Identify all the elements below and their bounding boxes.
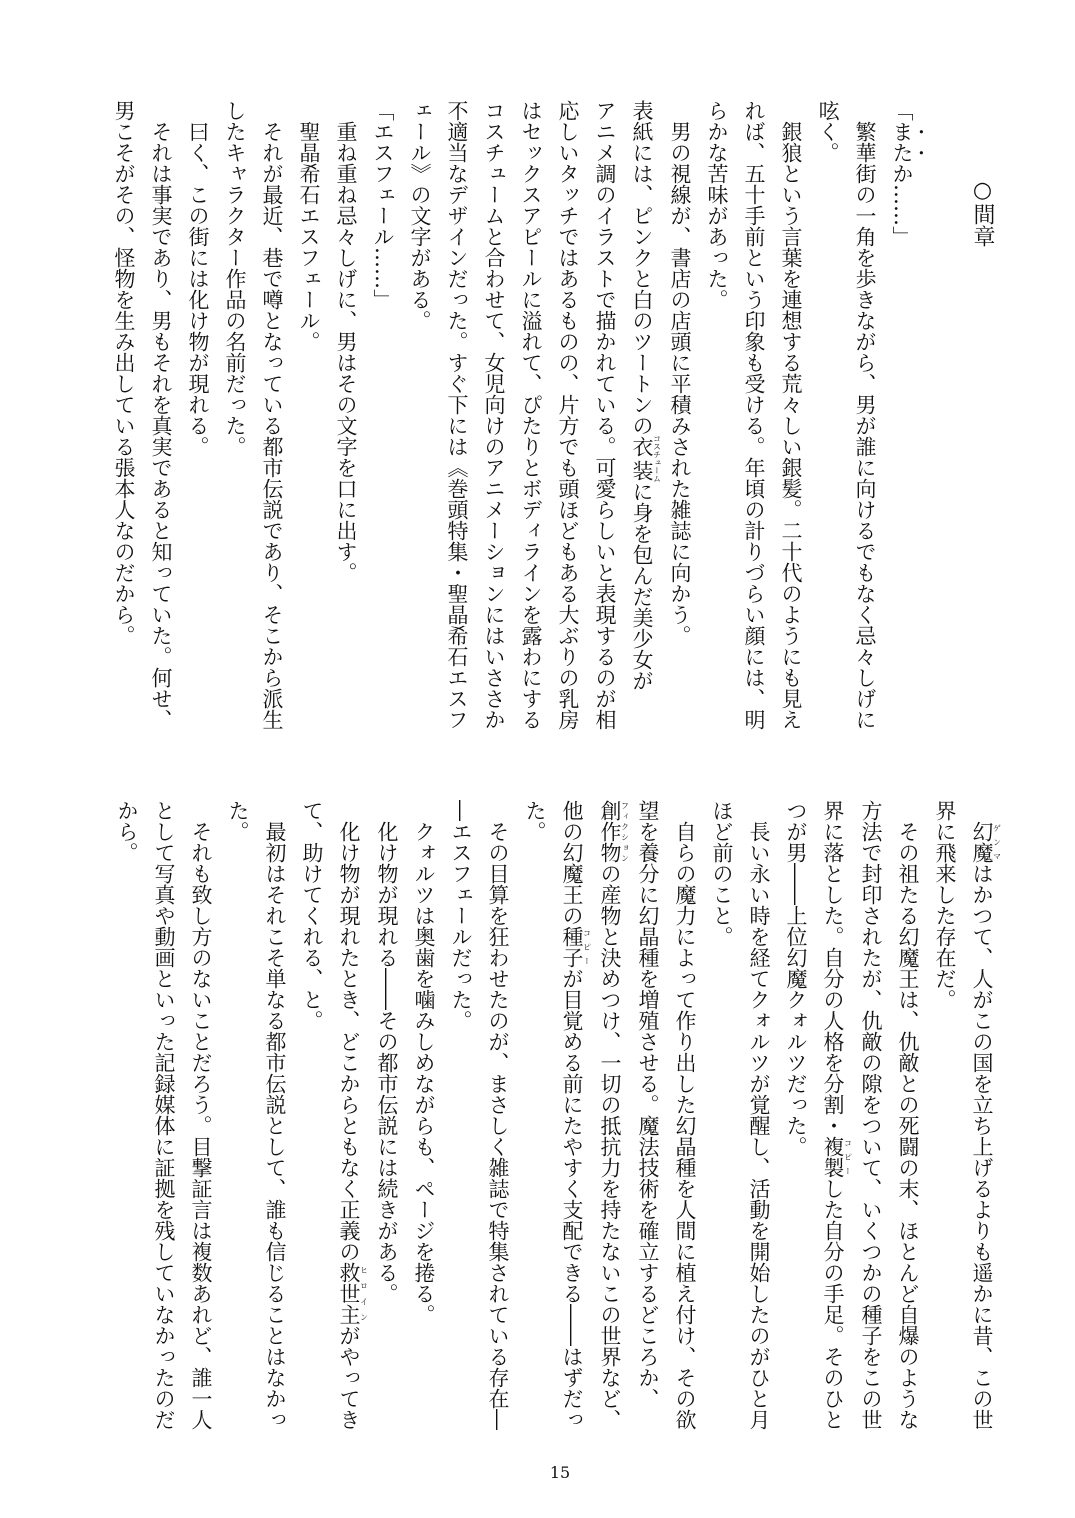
text-line — [666, 800, 703, 1470]
text-line — [512, 100, 549, 770]
ruby-base: 衣装 — [630, 434, 654, 483]
text-line — [327, 100, 364, 770]
text-line — [142, 100, 179, 770]
text-segment: 自らの魔力によって作り出した幻晶種を人間に植え付け、その欲 — [673, 800, 697, 1430]
text-line — [364, 100, 401, 770]
text-segment: ―エスフェールだった。 — [449, 800, 473, 1031]
text-segment: つが男――上位幻魔クォルツだった。 — [784, 800, 808, 1157]
text-segment: 化け物が現れたとき、どこからともなく正義の — [337, 800, 361, 1262]
text-line — [368, 800, 405, 1470]
text-segment: その目算を狂わせたのが、まさしく雑誌で特集されている存在― — [486, 800, 510, 1430]
text-segment: か……」 — [890, 163, 914, 247]
text-segment: た。 — [226, 800, 250, 842]
text-segment: 界に落とした。自分の人格を分割・ — [821, 800, 845, 1136]
text-segment: クォルツは奥歯を噛みしめながらも、ページを捲る。 — [412, 800, 436, 1325]
text-segment: はセックスアピールに溢れて、ぴたりとボディラインを露わにする — [519, 100, 543, 730]
lower-text-block — [108, 800, 1001, 1470]
text-line — [479, 800, 516, 1470]
text-line — [735, 100, 772, 770]
ruby-reading: ヒロイン — [359, 1262, 369, 1325]
text-segment: 曰く、この街には化け物が現れる。 — [186, 100, 210, 457]
text-line — [405, 800, 442, 1470]
ruby-text — [630, 434, 662, 483]
page-number: 15 — [549, 1463, 571, 1482]
text-line — [475, 100, 512, 770]
text-segment: ェール》の文字がある。 — [408, 100, 432, 331]
text-line — [629, 800, 666, 1470]
text-segment: 方法で封印されたが、仇敵の隙をついて、いくつかの種子をこの世 — [859, 800, 883, 1430]
ruby-base: 種子 — [560, 926, 584, 968]
ruby-text — [970, 821, 1002, 863]
text-line — [330, 800, 368, 1470]
text-line — [883, 100, 927, 770]
text-segment: それが最近、巷で噂となっている都市伝説であり、そこから派生 — [260, 100, 284, 730]
ruby-text — [598, 800, 630, 863]
text-line — [216, 100, 253, 770]
text-segment: 化け物が現れる――その都市伝説には続きがある。 — [375, 800, 399, 1304]
text-line — [105, 100, 142, 770]
ruby-reading: コピー — [582, 926, 592, 968]
text-segment: として写真や動画といった記録媒体に証拠を残していなかったのだ — [152, 800, 176, 1430]
text-segment: アニメ調のイラストで描かれている。可愛らしいと表現するのが相 — [593, 100, 617, 730]
text-line — [814, 800, 852, 1470]
text-line — [703, 800, 740, 1470]
text-line — [219, 800, 256, 1470]
text-segment: 他の幻魔王の — [560, 800, 584, 926]
ruby-base: 幻魔 — [970, 821, 994, 863]
text-line — [108, 800, 145, 1470]
text-segment: 重ね重ね忌々しげに、男はその文字を口に出す。 — [334, 100, 358, 583]
text-segment: 応しいタッチではあるものの、片方でも頭ほどもある大ぶりの乳房 — [556, 100, 580, 730]
text-segment: が目覚める前にたやすく支配できる――はずだっ — [560, 968, 584, 1430]
text-line — [438, 100, 475, 770]
text-line — [145, 800, 182, 1470]
text-line — [623, 100, 661, 770]
text-segment: 「エスフェール……」 — [371, 100, 395, 310]
text-line — [293, 800, 330, 1470]
text-segment: 表紙には、ピンクと白のツートンの — [630, 100, 654, 436]
text-line — [256, 800, 293, 1470]
text-segment: コスチュームと合わせて、女児向けのアニメーションにはいささか — [482, 100, 506, 730]
text-line — [253, 100, 290, 770]
text-line — [661, 100, 698, 770]
chapter-heading: ○間章 — [970, 178, 995, 247]
text-segment: 銀狼という言葉を連想する荒々しい銀髪。二十代のようにも見え — [779, 100, 803, 730]
text-segment: た。 — [523, 800, 547, 842]
text-segment — [970, 800, 994, 821]
text-line — [591, 800, 629, 1470]
text-segment: に身を包んだ美少女が — [630, 481, 654, 691]
text-line — [809, 100, 846, 770]
emphasized-text: また — [890, 121, 914, 163]
text-line — [290, 100, 327, 770]
ruby-base: 救世主 — [337, 1262, 361, 1325]
text-line — [846, 100, 883, 770]
text-segment: はかつて、人がこの国を立ち上げるよりも遥かに昔、この世 — [970, 863, 994, 1430]
text-segment: 不適当なデザインだった。すぐ下には《巻頭特集・聖晶希石エスフ — [445, 100, 469, 730]
text-segment: 「 — [890, 100, 914, 121]
text-line — [852, 800, 889, 1470]
text-segment: 望を養分に幻晶種を増殖させる。魔法技術を確立するどころか、 — [636, 800, 660, 1409]
text-segment: 聖晶希石エスフェール。 — [297, 100, 321, 352]
ruby-text — [337, 1262, 369, 1325]
text-line — [740, 800, 777, 1470]
ruby-base: 創作物 — [598, 800, 622, 863]
text-segment: した自分の手足。そのひと — [821, 1178, 845, 1430]
text-segment: したキャラクター作品の名前だった。 — [223, 100, 247, 457]
ruby-reading: ゲンマ — [992, 821, 1002, 863]
text-line — [777, 800, 814, 1470]
text-segment: それも致し方のないことだろう。目撃証言は複数あれど、誰一人 — [189, 800, 213, 1430]
text-segment: の産物と決めつけ、一切の抵抗力を持たないこの世界など、 — [598, 863, 622, 1430]
ruby-reading: フィクション — [620, 800, 630, 863]
ruby-reading: コピー — [843, 1136, 853, 1178]
text-segment: らかな苦味があった。 — [705, 100, 729, 310]
text-line — [182, 800, 219, 1470]
upper-text-block — [105, 100, 1001, 770]
text-segment: 界に飛来した存在だ。 — [933, 800, 957, 1010]
text-segment: 長い永い時を経てクォルツが覚醒し、活動を開始したのがひと月 — [747, 800, 771, 1430]
text-segment: それは事実であり、男もそれを真実であると知っていた。何せ、 — [149, 100, 173, 730]
text-line — [516, 800, 553, 1470]
text-segment: から。 — [115, 800, 139, 863]
ruby-base: 複製 — [821, 1136, 845, 1178]
text-line — [401, 100, 438, 770]
text-segment: ほど前のこと。 — [710, 800, 734, 947]
text-segment: て、助けてくれる、と。 — [300, 800, 324, 1031]
text-segment: 繁華街の一角を歩きながら、男が誰に向けるでもなく忌々しげに — [853, 100, 877, 730]
text-segment: 男の視線が、書店の店頭に平積みされた雑誌に向かう。 — [668, 100, 692, 646]
text-segment: その祖たる幻魔王は、仇敵との死闘の末、ほとんど自爆のような — [896, 800, 920, 1430]
text-line — [179, 100, 216, 770]
text-line — [772, 100, 809, 770]
text-line — [549, 100, 586, 770]
text-line — [586, 100, 623, 770]
text-segment: 呟く。 — [816, 100, 840, 163]
blank-line — [927, 100, 964, 770]
ruby-text — [821, 1136, 853, 1178]
text-line — [553, 800, 591, 1470]
text-line — [698, 100, 735, 770]
text-line — [889, 800, 926, 1470]
text-line — [963, 800, 1001, 1470]
ruby-reading: コスチューム — [652, 434, 662, 483]
text-line — [442, 800, 479, 1470]
ruby-text — [560, 926, 592, 968]
text-segment: れば、五十手前という印象も受ける。年頃の計りづらい顔には、明 — [742, 100, 766, 730]
text-segment: 最初はそれこそ単なる都市伝説として、誰も信じることはなかっ — [263, 800, 287, 1430]
text-segment: がやってき — [337, 1325, 361, 1430]
text-line — [926, 800, 963, 1470]
text-segment: 男こそがその、怪物を生み出している張本人なのだから。 — [112, 100, 136, 646]
